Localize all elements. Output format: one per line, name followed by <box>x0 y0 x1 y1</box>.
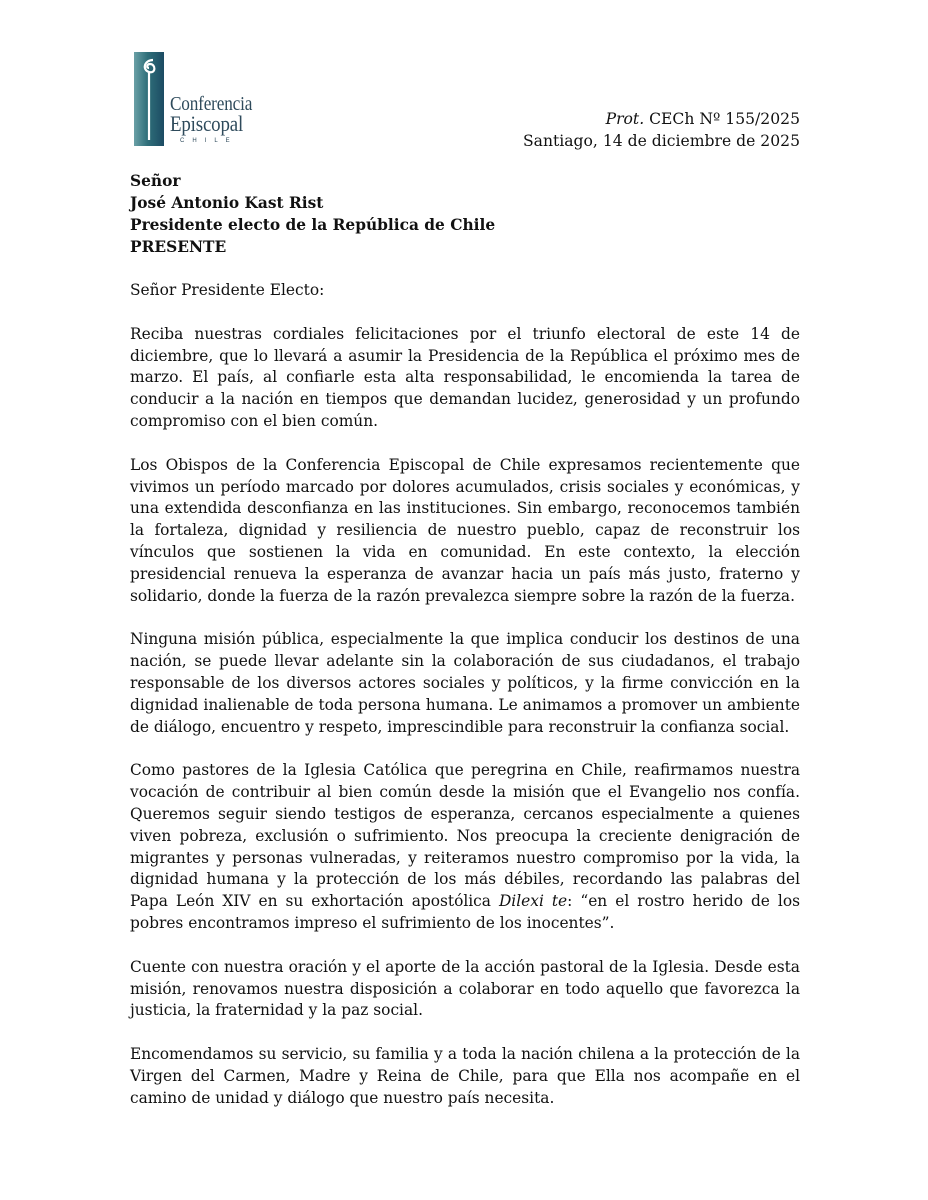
paragraph-4-quote: : “en el rostro herido de los pobres encontramos impreso el sufrimiento de los inocentes”. <box>130 892 800 932</box>
paragraph-4 <box>130 760 800 934</box>
addressee-name: José Antonio Kast Rist <box>130 194 324 212</box>
logo-text-chile: CHILE <box>180 138 238 144</box>
paragraph-5: Cuente con nuestra oración y el aporte de la acción pastoral de la Iglesia. Desde esta misión, renovamos nuestra disposición a colaborar en todo aquello que favorezca la justicia, la fraternidad y la paz social. <box>130 957 800 1020</box>
paragraph-6: Encomendamos su servicio, su familia y a toda la nación chilena a la protección de la Virgen del Carmen, Madre y Reina de Chile, para que Ella nos acompañe en el camino de unidad y diálogo que nuestro país necesita. <box>130 1045 800 1107</box>
logo-text-episcopal: Episcopal <box>170 111 244 136</box>
paragraph-2: Los Obispos de la Conferencia Episcopal de Chile expresamos recientemente que vivimos un período marcado por dolores acumulados, crisis sociales y económicas, y una extendida desconfianza en las instituciones. Sin embargo, reconocemos también la fortaleza, dignidad y resiliencia de nuestro pueblo, capaz de reconstruir los vínculos que sostienen la vida en comunidad. En este contexto, la elección presidencial renueva la esperanza de avanzar hacia un país más justo, fraterno y solidario, donde la fuerza de la razón prevalezca siempre sobre la razón de la fuerza. <box>130 455 800 605</box>
addressee-title: Señor <box>130 172 181 190</box>
salutation: Señor Presidente Electo: <box>130 281 325 299</box>
logo-text-conferencia: Conferencia <box>170 93 253 115</box>
logo-emblem-icon <box>134 52 164 146</box>
prot-code: CECh Nº 155/2025 <box>644 110 800 128</box>
date-line: Santiago, 14 de diciembre de 2025 <box>522 132 800 150</box>
protocol-number <box>523 108 800 130</box>
paragraph-4-title: Dilexi te <box>498 892 568 911</box>
addressee-presente: PRESENTE <box>130 238 227 256</box>
paragraph-3: Ninguna misión pública, especialmente la que implica conducir los destinos de una nación, se puede llevar adelante sin la colaboración de sus ciudadanos, el trabajo responsable de los diversos actores sociales y políticos, y la firme convicción en la dignidad inalienable de toda persona humana. Le animamos a promover un ambiente de diálogo, encuentro y respeto, imprescindible para reconstruir la confianza social. <box>130 630 800 736</box>
letter-body <box>130 280 800 1132</box>
conferencia-episcopal-logo <box>134 52 274 152</box>
addressee-position: Presidente electo de la República de Chile <box>130 216 496 234</box>
paragraph-1: Reciba nuestras cordiales felicitaciones por el triunfo electoral de este 14 de diciembre, que lo llevará a asumir la Presidencia de la República el próximo mes de marzo. El país, al confiarle esta alta responsabilidad, le encomienda la tarea de conducir a la nación en tiempos que demandan lucidez, generosidad y un profundo compromiso con el bien común. <box>130 324 800 430</box>
reference-block <box>523 108 800 152</box>
paragraph-4-text: Como pastores de la Iglesia Católica que peregrina en Chile, reafirmamos nuestra vocación de contribuir al bien común desde la misión que el Evangelio nos confía. Queremos seguir siendo testigos de esperanza, cercanos especialmente a quienes viven pobreza, exclusión o sufrimiento. Nos preocupa la creciente denigración de migrantes y personas vulneradas, y reiteramos nuestro compromiso por la vida, la dignidad humana y la protección de los más débiles, recordando las palabras del Papa León XIV en su exhortación apostólica <box>130 761 800 911</box>
prot-prefix: Prot. <box>605 110 645 128</box>
addressee-block <box>130 170 495 258</box>
